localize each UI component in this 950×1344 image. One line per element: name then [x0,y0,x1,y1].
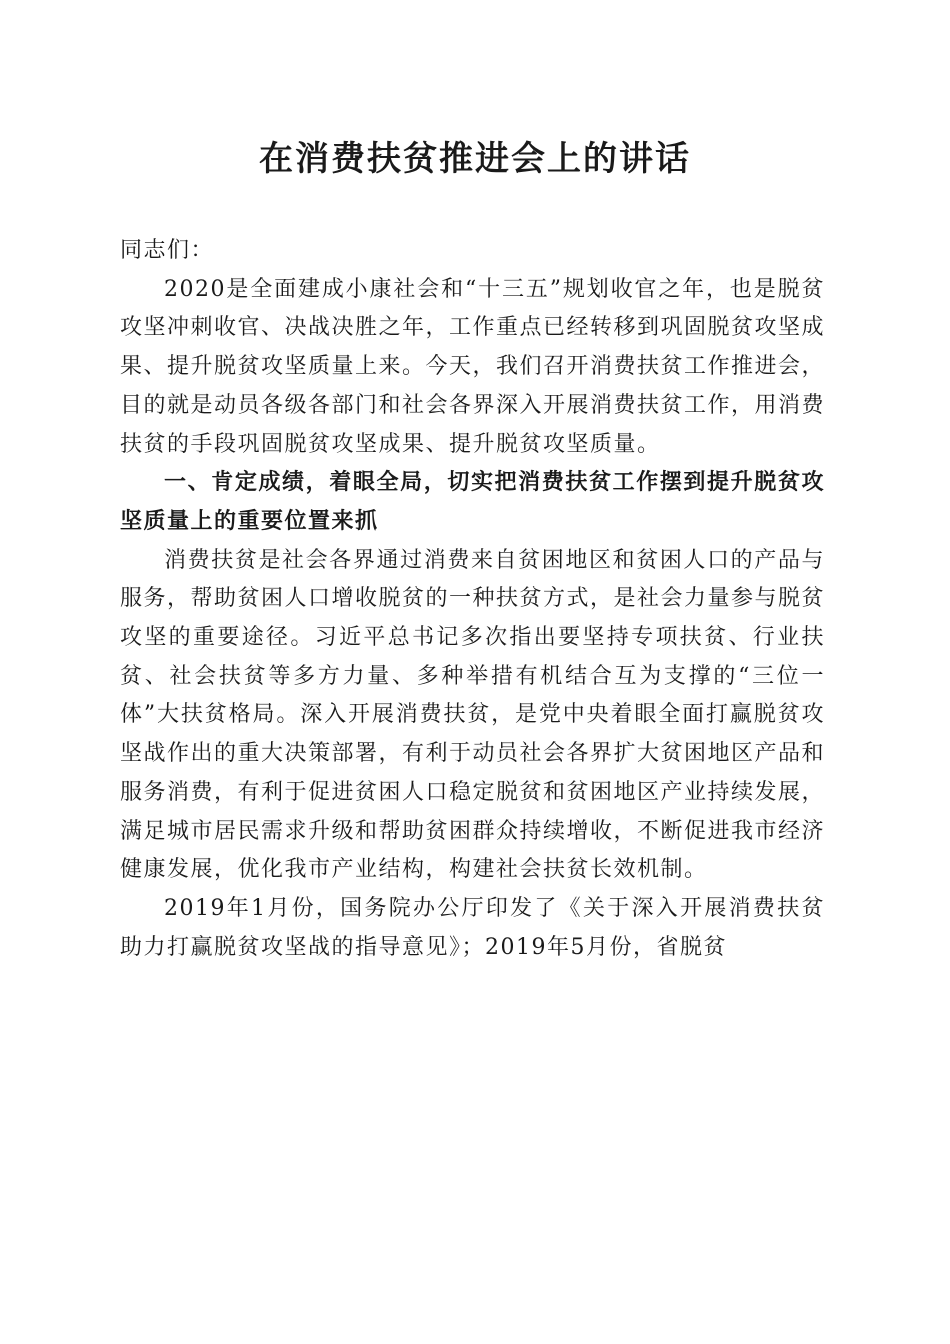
document-body [120,232,825,967]
salutation: 同志们： [120,238,215,263]
section-heading-1: 一、肯定成绩，着眼全局，切实把消费扶贫工作摆到提升脱贫攻坚质量上的重要位置来抓 [120,470,825,534]
document-title: 在消费扶贫推进会上的讲话 [259,139,691,179]
paragraph-intro: 2020是全面建成小康社会和“十三五”规划收官之年，也是脱贫攻坚冲刺收官、决战决胜之年，工作重点已经转移到巩固脱贫攻坚成果、提升脱贫攻坚质量上来。今天，我们召开消费扶贫工作推进会，目的就是动员各级各部门和社会各界深入开展消费扶贫工作，用消费扶贫的手段巩固脱贫攻坚成果、提升脱贫攻坚质量。 [120,276,826,457]
paragraph-policy-2019: 2019年1月份，国务院办公厅印发了《关于深入开展消费扶贫助力打赢脱贫攻坚战的指导意见》；2019年5月份，省脱贫 [120,895,825,960]
paragraph-consumption-poverty: 消费扶贫是社会各界通过消费来自贫困地区和贫困人口的产品与服务，帮助贫困人口增收脱贫的一种扶贫方式，是社会力量参与脱贫攻坚的重要途径。习近平总书记多次指出要坚持专项扶贫、行业扶贫、社会扶贫等多方力量、多种举措有机结合互为支撑的“三位一体”大扶贫格局。深入开展消费扶贫，是党中央着眼全面打赢脱贫攻坚战作出的重大决策部署，有利于动员社会各界扩大贫困地区产品和服务消费，有利于促进贫困人口稳定脱贫和贫困地区产业持续发展，满足城市居民需求升级和帮助贫困群众持续增收，不断促进我市经济健康发展，优化我市产业结构，构建社会扶贫长效机制。 [120,547,826,883]
